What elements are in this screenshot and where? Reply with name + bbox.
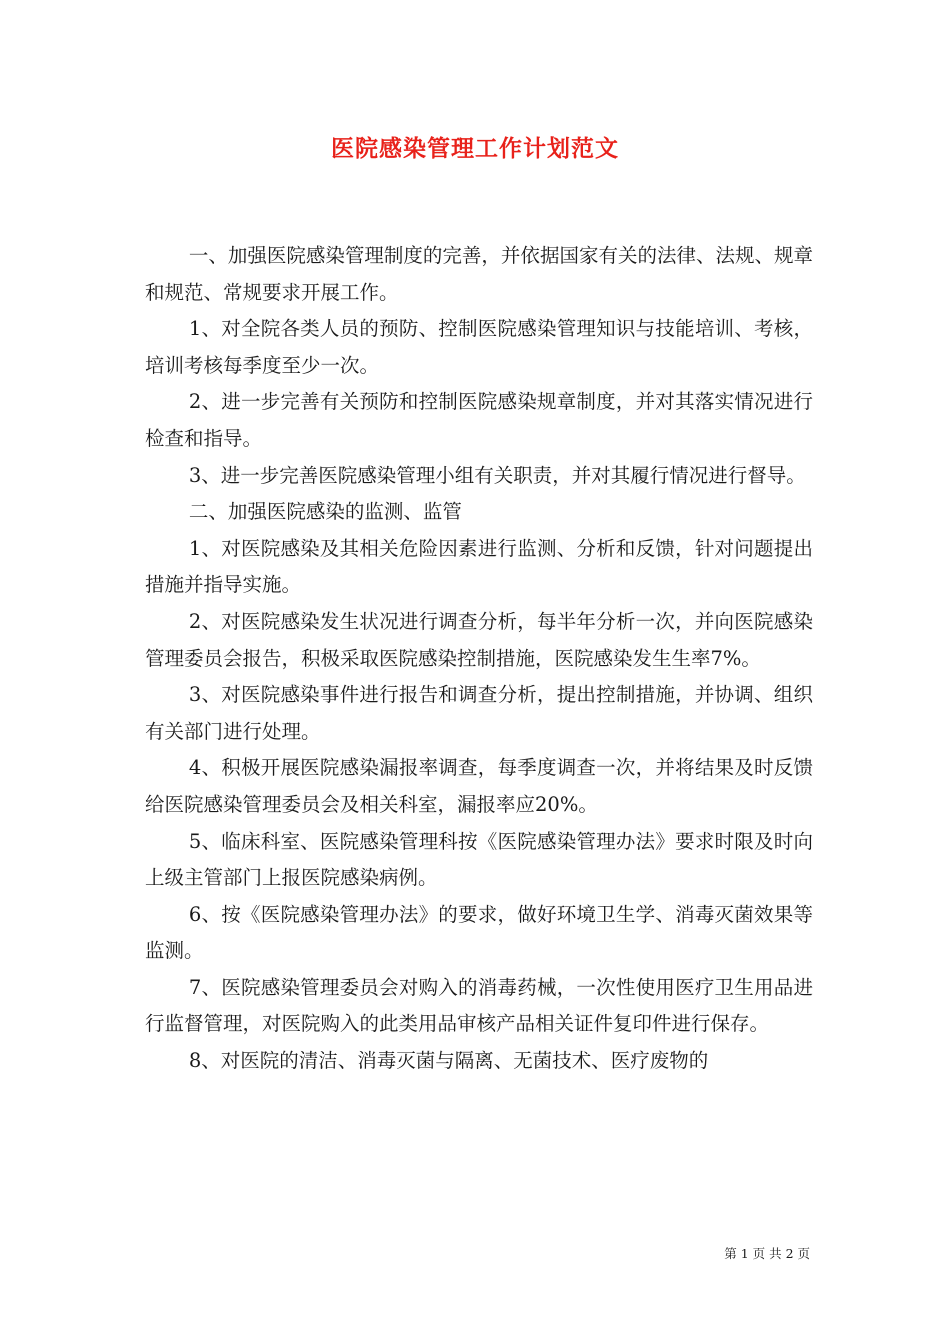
document-body [145,238,813,1080]
paragraph-item-2-2: 2、对医院感染发生状况进行调查分析，每半年分析一次，并向医院感染管理委员会报告，积极采取医院感染控制措施，医院感染发生生率7%。 [145,609,813,670]
paragraph-item-2-5: 5、临床科室、医院感染管理科按《医院感染管理办法》要求时限及时向上级主管部门上报医院感染病例。 [145,829,813,890]
page-number-footer: 第 1 页 共 2 页 [724,1246,810,1261]
paragraph-item-1-1: 1、对全院各类人员的预防、控制医院感染管理知识与技能培训、考核，培训考核每季度至少一次。 [145,317,813,377]
paragraph-item-2-6: 6、按《医院感染管理办法》的要求，做好环境卫生学、消毒灭菌效果等监测。 [145,902,813,963]
paragraph-item-2-7: 7、医院感染管理委员会对购入的消毒药械，一次性使用医疗卫生用品进行监督管理，对医院购入的此类用品审核产品相关证件复印件进行保存。 [145,975,813,1036]
paragraph-item-2-3: 3、对医院感染事件进行报告和调查分析，提出控制措施，并协调、组织有关部门进行处理。 [145,683,813,743]
paragraph-section-1-heading: 一、加强医院感染管理制度的完善，并依据国家有关的法律、法规、规章和规范、常规要求开展工作。 [145,244,813,304]
paragraph-item-2-1: 1、对医院感染及其相关危险因素进行监测、分析和反馈，针对问题提出措施并指导实施。 [145,536,813,597]
paragraph-item-1-3: 3、进一步完善医院感染管理小组有关职责，并对其履行情况进行督导。 [188,463,806,487]
paragraph-item-1-2: 2、进一步完善有关预防和控制医院感染规章制度，并对其落实情况进行检查和指导。 [145,390,813,450]
paragraph-item-2-8: 8、对医院的清洁、消毒灭菌与隔离、无菌技术、医疗废物的 [188,1049,709,1073]
paragraph-section-2-heading: 二、加强医院感染的监测、监管 [188,500,462,524]
document-title: 医院感染管理工作计划范文 [331,135,619,162]
paragraph-item-2-4: 4、积极开展医院感染漏报率调查，每季度调查一次，并将结果及时反馈给医院感染管理委员会及相关科室，漏报率应20%。 [145,756,813,816]
